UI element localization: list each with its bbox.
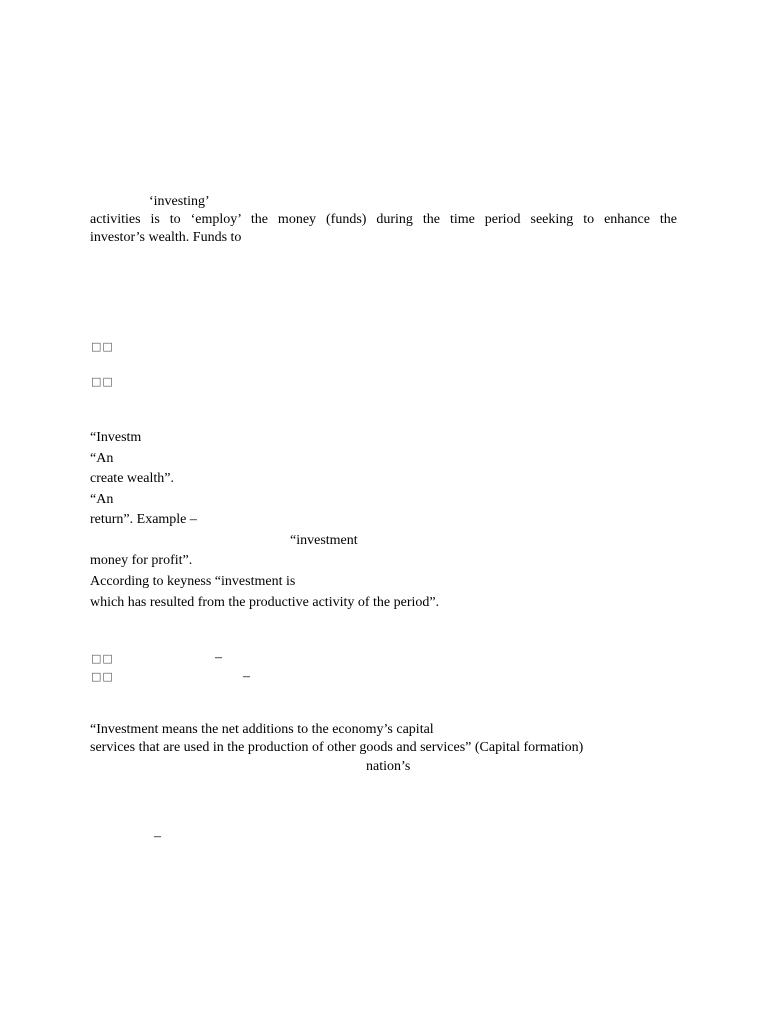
- definition-line: “Investm: [90, 430, 142, 445]
- definition-line: “investment: [290, 533, 358, 548]
- definition-line: return”. Example –: [90, 512, 197, 527]
- definition-line: create wealth”.: [90, 471, 174, 486]
- paragraph-line: activities is to ‘employ’ the money (funds) during the time period seeking to enhance the: [90, 212, 677, 227]
- investing-term: ‘investing’: [149, 194, 210, 209]
- capital-definition-line: services that are used in the production of other goods and services” (Capital formation): [90, 740, 584, 755]
- bullet-glyph: □□: [91, 670, 114, 683]
- capital-definition-line: nation’s: [366, 759, 411, 774]
- keyness-quote-line: According to keyness “investment is: [90, 574, 296, 589]
- keyness-quote-line: which has resulted from the productive activity of the period”.: [90, 595, 440, 610]
- definition-line: “An: [90, 492, 114, 507]
- bullet-glyph: □□: [91, 375, 114, 388]
- definition-line: money for profit”.: [90, 553, 193, 568]
- dash-mark: –: [215, 650, 222, 665]
- definition-line: “An: [90, 451, 114, 466]
- bullet-glyph: □□: [91, 340, 114, 353]
- bullet-glyph: □□: [91, 652, 114, 665]
- paragraph-line: investor’s wealth. Funds to: [90, 230, 242, 245]
- capital-definition-line: “Investment means the net additions to the economy’s capital: [90, 722, 434, 737]
- dash-mark: –: [154, 829, 161, 844]
- dash-mark: –: [243, 669, 250, 684]
